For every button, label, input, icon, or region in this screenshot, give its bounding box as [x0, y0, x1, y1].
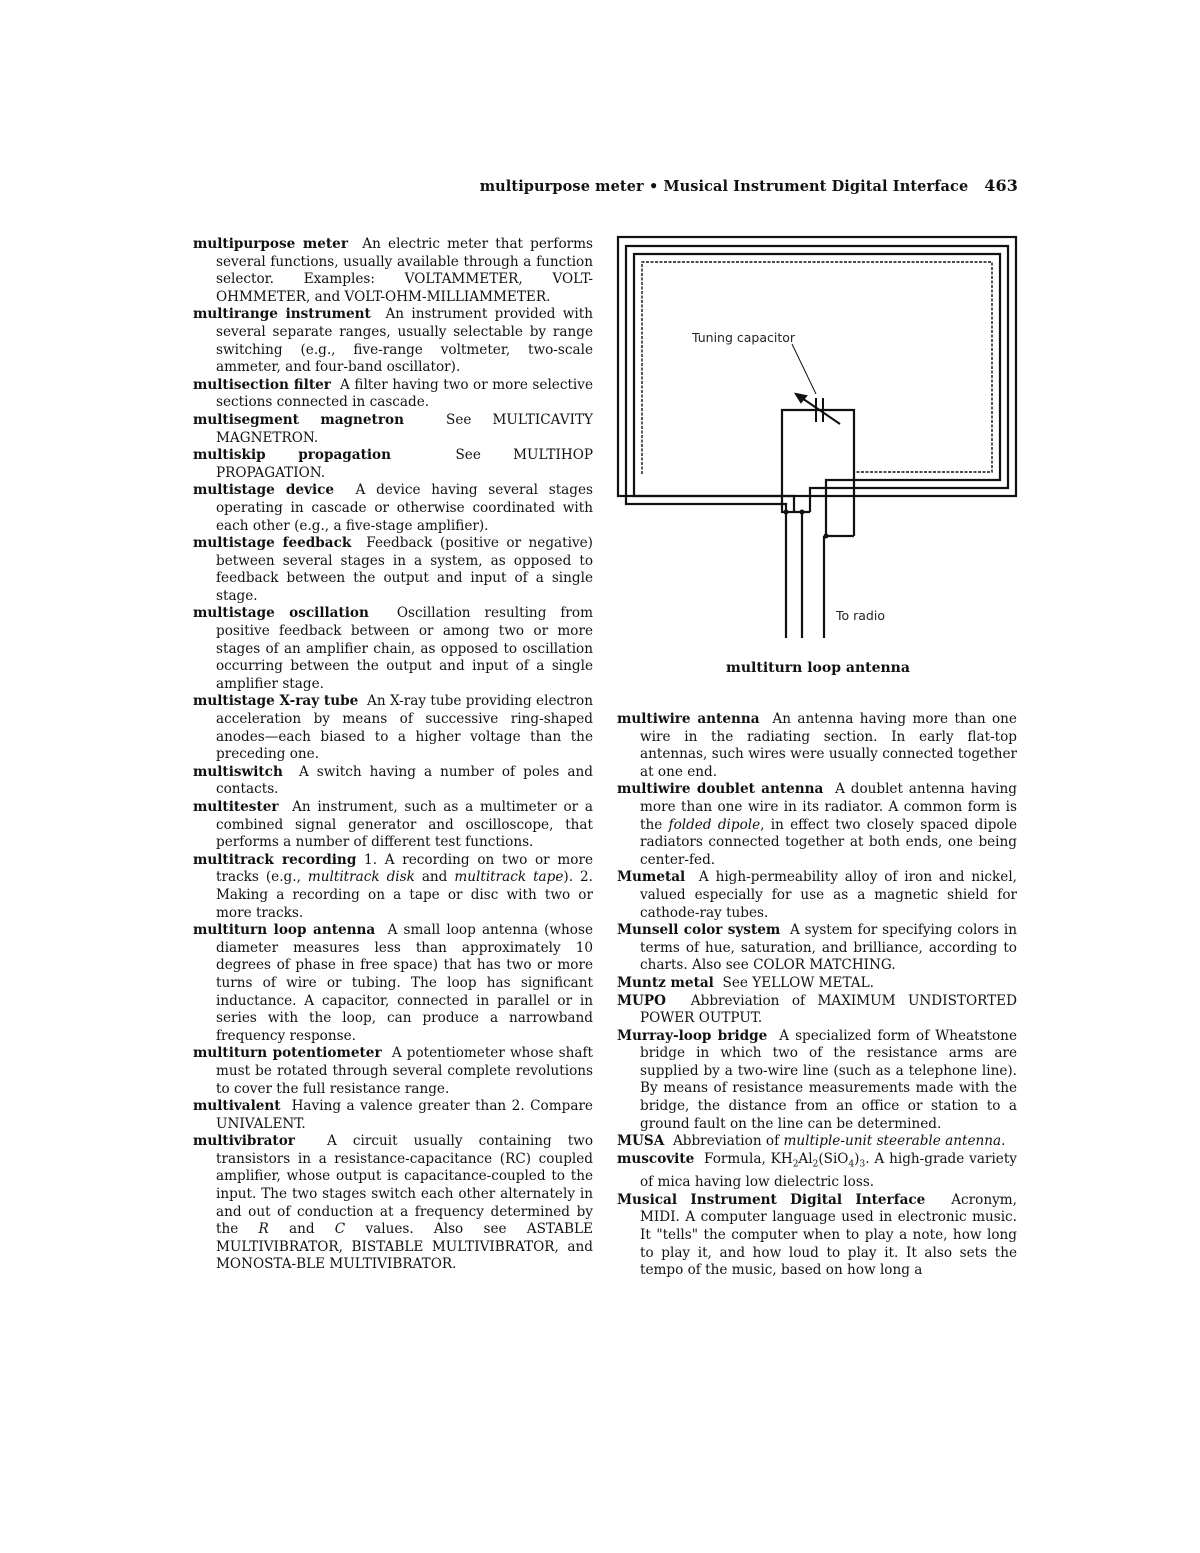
entry-term: multisegment magnetron: [193, 411, 404, 428]
dictionary-entry: [617, 1028, 1017, 1134]
entry-definition: Acronym, MIDI. A computer language used in electronic music. It "tells" the computer when to play a note, how long to play it, and how loud to play it. It also sets the tempo of the music, based on how long a: [640, 1191, 1017, 1279]
dictionary-entry: [617, 922, 1017, 975]
entry-definition: See MULTICAVITY MAGNETRON.: [216, 411, 593, 446]
entry-definition: An instrument, such as a multimeter or a combined signal generator and oscilloscope, that performs a number of different test functions.: [216, 799, 593, 851]
dictionary-entry: [617, 1151, 1017, 1192]
entry-definition: Having a valence greater than 2. Compare UNIVALENT.: [216, 1098, 593, 1132]
antenna-figure: [616, 234, 1020, 644]
dictionary-entry: [617, 711, 1017, 781]
entry-term: multistage X-ray tube: [193, 693, 359, 710]
entry-term: Muntz metal: [617, 974, 714, 991]
entry-definition: A circuit usually containing two transistors in a resistance-capacitance (RC) coupled amplifier, whose output is capacitance-coupled to the input. The two stages switch each other alternately in and out of conduction at a frequency determined by the: [216, 1133, 593, 1238]
entry-definition: and: [414, 869, 455, 886]
left-column: [193, 236, 593, 1274]
entry-term: Musical Instrument Digital Interface: [617, 1191, 926, 1208]
entry-term: Mumetal: [617, 869, 686, 886]
entry-term: multiwire antenna: [617, 711, 760, 727]
entry-definition: .: [1001, 1133, 1006, 1150]
entry-definition: An electric meter that performs several functions, usually available through a function selector. Examples: VOLTAMMETER, VOLT-OHMMETER, and VOLT-OHM-MILLIAMMETER.: [216, 236, 593, 305]
junction-dot: [800, 510, 805, 515]
dictionary-entry: [193, 922, 593, 1045]
capacitor-pointer: [792, 344, 816, 394]
entry-definition: Feedback (positive or negative) between several stages in a system, as opposed to feedback between the output and input of a single stage.: [216, 535, 593, 604]
entry-term: multivibrator: [193, 1133, 295, 1150]
page-number: 463: [984, 176, 1018, 195]
entry-definition: Abbreviation of MAXIMUM UNDISTORTED POWER OUTPUT.: [640, 992, 1017, 1027]
dictionary-entry: [617, 1192, 1017, 1280]
entry-definition: . A high-grade variety of mica having low dielectric loss.: [640, 1150, 1017, 1191]
dictionary-entry: [617, 781, 1017, 869]
entry-term: multivalent: [193, 1098, 281, 1115]
entry-definition: , in effect two closely spaced dipole radiators connected together at both ends, one being center-fed.: [640, 816, 1017, 868]
entry-term: MUSA: [617, 1133, 665, 1150]
entry-definition: Abbreviation of: [672, 1133, 784, 1150]
entry-definition: (SiO: [818, 1150, 849, 1167]
dictionary-entry: [617, 993, 1017, 1028]
entry-term: multitester: [193, 799, 279, 815]
dictionary-entry: [617, 1133, 1017, 1151]
dictionary-entry: [193, 1133, 593, 1274]
figure-caption: multiturn loop antenna: [726, 660, 910, 676]
entry-definition: ). 2. Making a recording on a tape or disc with two or more tracks.: [216, 869, 593, 921]
entry-term: muscovite: [617, 1150, 695, 1167]
loop-turn-3: [642, 262, 992, 474]
entry-definition: 1. A recording on two or more tracks (e.g.,: [216, 851, 593, 886]
dictionary-entry: [193, 764, 593, 799]
dictionary-entry: [193, 447, 593, 482]
dictionary-entry: [193, 1098, 593, 1133]
junction-dot: [784, 510, 789, 515]
entry-term: multiturn loop antenna: [193, 922, 376, 939]
outer-frame: [618, 237, 1016, 496]
capacitor-branch: [782, 410, 854, 536]
entry-term: Munsell color system: [617, 922, 781, 939]
entry-term: multirange instrument: [193, 306, 371, 323]
entry-definition: ): [854, 1150, 860, 1167]
dictionary-entry: [193, 799, 593, 852]
junction-dot: [824, 534, 829, 539]
entry-term: multiskip propagation: [193, 447, 392, 464]
dictionary-entry: [193, 852, 593, 922]
entry-definition: A doublet antenna having more than one wire in its radiator. A common form is the: [640, 781, 1017, 833]
dictionary-entry: [193, 306, 593, 376]
entry-definition: A small loop antenna (whose diameter measures less than approximately 10 degrees of phase in free space) that has two or more turns of wire or tubing. The loop has significant inductance. A capacitor, connected in parallel or in series with the loop, can produce a narrowband frequency response.: [216, 922, 593, 1044]
entry-term: multistage device: [193, 482, 335, 499]
entry-term: multiturn potentiometer: [193, 1045, 382, 1062]
running-title: multipurpose meter • Musical Instrument Digital Interface: [479, 178, 969, 195]
dictionary-entry: [193, 535, 593, 605]
tuning-capacitor-label: Tuning capacitor: [692, 330, 796, 345]
dictionary-entry: [193, 605, 593, 693]
entry-emphasis: multitrack disk: [307, 869, 415, 886]
entry-definition: See MULTIHOP PROPAGATION.: [216, 447, 593, 481]
loop-turn-1: [626, 246, 1008, 638]
entry-term: multistage oscillation: [193, 605, 369, 622]
entry-definition: A device having several stages operating in cascade or otherwise coordinated with each other (e.g., a five-stage amplifier).: [216, 482, 593, 534]
entry-definition: A system for specifying colors in terms of hue, saturation, and brilliance, according to charts. Also see COLOR MATCHING.: [640, 922, 1017, 974]
dictionary-entry: [193, 482, 593, 535]
subscript: 2: [812, 1159, 819, 1170]
subscript: 2: [792, 1159, 799, 1170]
dictionary-entry: [193, 693, 593, 763]
entry-term: multitrack recording: [193, 851, 357, 868]
entry-emphasis: folded dipole: [668, 816, 761, 833]
dictionary-entry: [193, 236, 593, 306]
loop-antenna-diagram: [616, 234, 1020, 644]
entry-definition: An instrument provided with several separate ranges, usually selectable by range switching (e.g., five-range voltmeter, two-scale ammeter, and four-band oscillator).: [216, 306, 593, 376]
entry-definition: and: [268, 1221, 335, 1238]
entry-definition: Al: [798, 1150, 813, 1167]
to-radio-label: To radio: [836, 608, 885, 623]
dictionary-entry: [193, 412, 593, 447]
dictionary-entry: [617, 869, 1017, 922]
entry-emphasis: C: [334, 1221, 346, 1238]
entry-definition: A switch having a number of poles and contacts.: [216, 763, 593, 798]
entry-term: multipurpose meter: [193, 236, 348, 252]
entry-definition: An X-ray tube providing electron acceleration by means of successive ring-shaped anodes—each biased to a higher voltage than the preceding one.: [216, 693, 593, 763]
entry-definition: Oscillation resulting from positive feedback between or among two or more stages of an amplifier chain, as opposed to oscillation occurring between the output and input of a single amplifier stage.: [216, 605, 593, 692]
dictionary-entry: [193, 1045, 593, 1098]
entry-emphasis: multiple-unit steerable antenna: [783, 1133, 1002, 1150]
entry-definition: values. Also see ASTABLE MULTIVIBRATOR, BISTABLE MULTIVIBRATOR, and MONOSTA-BLE MULTIVIBRATOR.: [216, 1221, 593, 1273]
entry-term: MUPO: [617, 992, 666, 1009]
loop-turn-2: [634, 254, 1000, 536]
running-header: [480, 176, 1018, 195]
entry-term: multistage feedback: [193, 535, 352, 552]
entry-term: multiswitch: [193, 763, 283, 780]
entry-definition: A potentiometer whose shaft must be rotated through several complete revolutions to cover the full resistance range.: [216, 1045, 593, 1097]
dictionary-entry: [193, 377, 593, 412]
entry-term: multiwire doublet antenna: [617, 781, 824, 798]
entry-definition: See YELLOW METAL.: [722, 974, 874, 991]
right-column: [617, 711, 1017, 1280]
entry-emphasis: multitrack tape: [454, 869, 564, 886]
entry-term: multisection filter: [193, 376, 331, 393]
entry-definition: An antenna having more than one wire in the radiating section. In early flat-top antennas, such wires were usually connected together at one end.: [640, 711, 1017, 780]
entry-definition: A filter having two or more selective sections connected in cascade.: [216, 376, 593, 411]
entry-term: Murray-loop bridge: [617, 1027, 768, 1044]
entry-emphasis: R: [258, 1221, 269, 1238]
dictionary-entry: [617, 975, 1017, 993]
entry-definition: A high-permeability alloy of iron and nickel, valued especially for use as a magnetic shield for cathode-ray tubes.: [640, 869, 1017, 921]
subscript: 3: [859, 1159, 866, 1170]
entry-definition: Formula, KH: [704, 1150, 793, 1167]
entry-definition: A specialized form of Wheatstone bridge in which two of the resistance arms are supplied by a two-wire line (such as a telephone line). By means of resistance measurements made with the bridge, the distance from an office or station to a ground fault on the line can be determined.: [640, 1027, 1017, 1132]
subscript: 4: [848, 1159, 855, 1170]
